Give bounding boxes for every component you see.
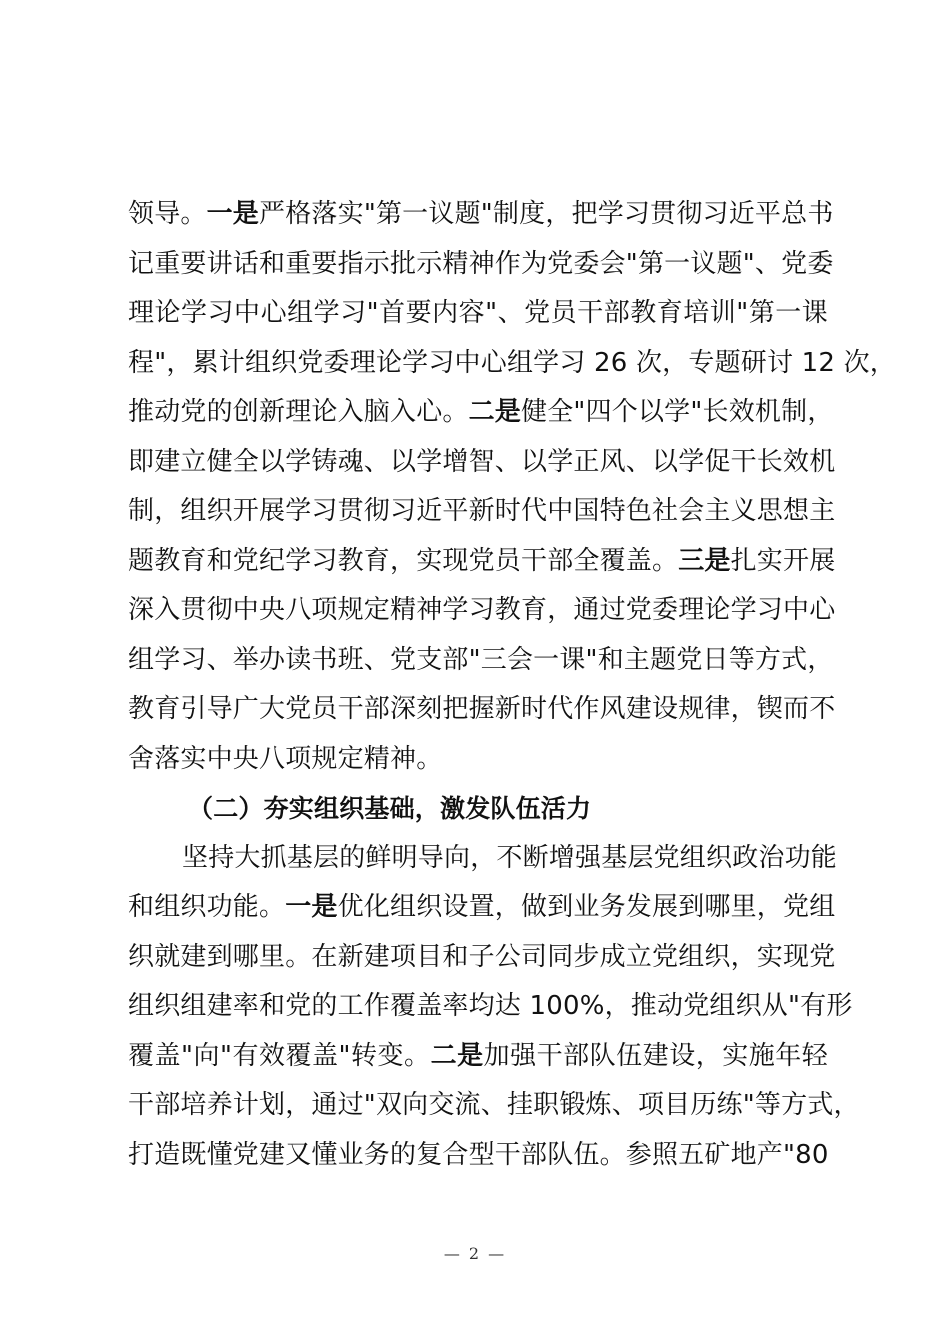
text-line: 和组织功能。一是优化组织设置，做到业务发展到哪里，党组: [128, 892, 836, 922]
text-line: 舍落实中央八项规定精神。: [128, 743, 443, 774]
text-line: 即建立健全以学铸魂、以学增智、以学正风、以学促干长效机: [128, 446, 836, 477]
text-line: 推动党的创新理论入脑入心。二是健全"四个以学"长效机制，: [128, 397, 834, 427]
text-line: 打造既懂党建又懂业务的复合型干部队伍。参照五矿地产"80: [128, 1139, 829, 1170]
text-line: 组学习、举办读书班、党支部"三会一课"和主题党日等方式，: [128, 644, 834, 675]
text-line: 干部培养计划，通过"双向交流、挂职锻炼、项目历练"等方式，: [128, 1090, 860, 1120]
text-line: 记重要讲话和重要指示批示精神作为党委会"第一议题"、党委: [128, 248, 834, 279]
text-line: 制，组织开展学习贯彻习近平新时代中国特色社会主义思想主: [128, 496, 836, 526]
section-heading: （二）夯实组织基础，激发队伍活力: [188, 794, 592, 823]
text-line: 理论学习中心组学习"首要内容"、党员干部教育培训"第一课: [128, 298, 828, 328]
text-line: 组织组建率和党的工作覆盖率均达 100%，推动党组织从"有形: [128, 991, 853, 1021]
text-line: 教育引导广大党员干部深刻把握新时代作风建设规律，锲而不: [128, 694, 836, 724]
page-number: — 2 —: [443, 1244, 507, 1263]
text-line: 题教育和党纪学习教育，实现党员干部全覆盖。三是扎实开展: [128, 545, 836, 576]
body-text: [128, 190, 896, 1180]
text-line: 程"，累计组织党委理论学习中心组学习 26 次，专题研讨 12 次，: [128, 347, 896, 378]
text-line: 领导。一是严格落实"第一议题"制度，把学习贯彻习近平总书: [128, 199, 834, 229]
text-line: 深入贯彻中央八项规定精神学习教育，通过党委理论学习中心: [128, 595, 836, 625]
text-line: 坚持大抓基层的鲜明导向，不断增强基层党组织政治功能: [182, 842, 838, 873]
text-line: 织就建到哪里。在新建项目和子公司同步成立党组织，实现党: [128, 941, 836, 972]
text-line: 覆盖"向"有效覆盖"转变。二是加强干部队伍建设，实施年轻: [128, 1040, 828, 1071]
